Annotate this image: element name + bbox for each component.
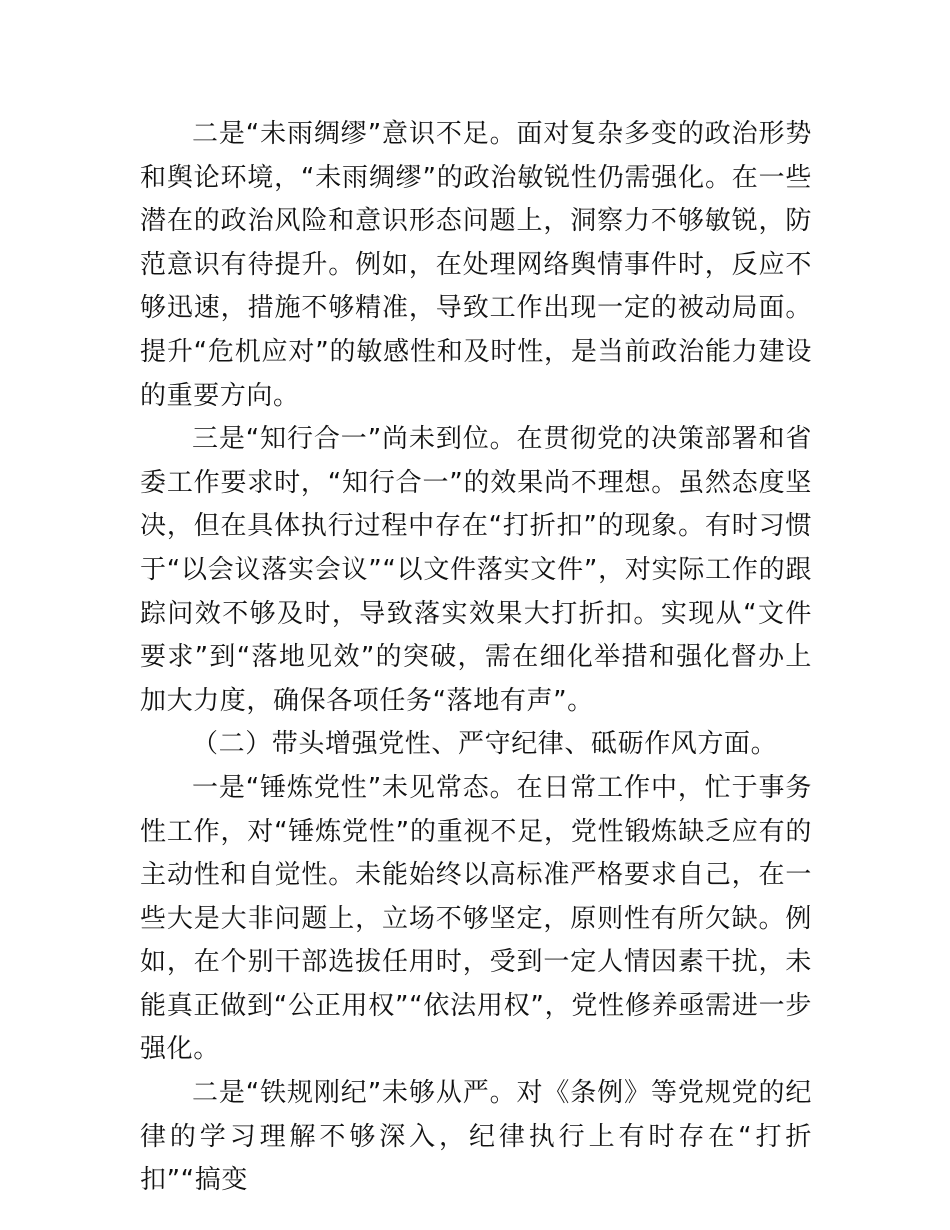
document-body: [140, 113, 812, 1203]
paragraph-3-section-heading: （二）带头增强党性、严守纪律、砥砺作风方面。: [192, 729, 778, 760]
paragraph-5: 二是“铁规刚纪”未够从严。对《条例》等党规党的纪律的学习理解不够深入，纪律执行上有时存在“打折扣”“搞变: [140, 1078, 812, 1196]
paragraph-1: 二是“未雨绸缪”意识不足。面对复杂多变的政治形势和舆论环境，“未雨绸缪”的政治敏锐性仍需强化。在一些潜在的政治风险和意识形态问题上，洞察力不够敏锐，防范意识有待提升。例如，在处理网络舆情事件时，反应不够迅速，措施不够精准，导致工作出现一定的被动局面。提升“危机应对”的敏感性和及时性，是当前政治能力建设的重要方向。: [140, 119, 812, 411]
paragraph-4: 一是“锤炼党性”未见常态。在日常工作中，忙于事务性工作，对“锤炼党性”的重视不足，党性锻炼缺乏应有的主动性和自觉性。未能始终以高标准严格要求自己，在一些大是大非问题上，立场不够坚定，原则性有所欠缺。例如，在个别干部选拔任用时，受到一定人情因素干扰，未能真正做到“公正用权”“依法用权”，党性修养亟需进一步强化。: [140, 772, 812, 1065]
paragraph-2: 三是“知行合一”尚未到位。在贯彻党的决策部署和省委工作要求时，“知行合一”的效果尚不理想。虽然态度坚决，但在具体执行过程中存在“打折扣”的现象。有时习惯于“以会议落实会议”“以文件落实文件”，对实际工作的跟踪问效不够及时，导致落实效果大打折扣。实现从“文件要求”到“落地见效”的突破，需在细化举措和强化督办上加大力度，确保各项任务“落地有声”。: [140, 424, 812, 716]
